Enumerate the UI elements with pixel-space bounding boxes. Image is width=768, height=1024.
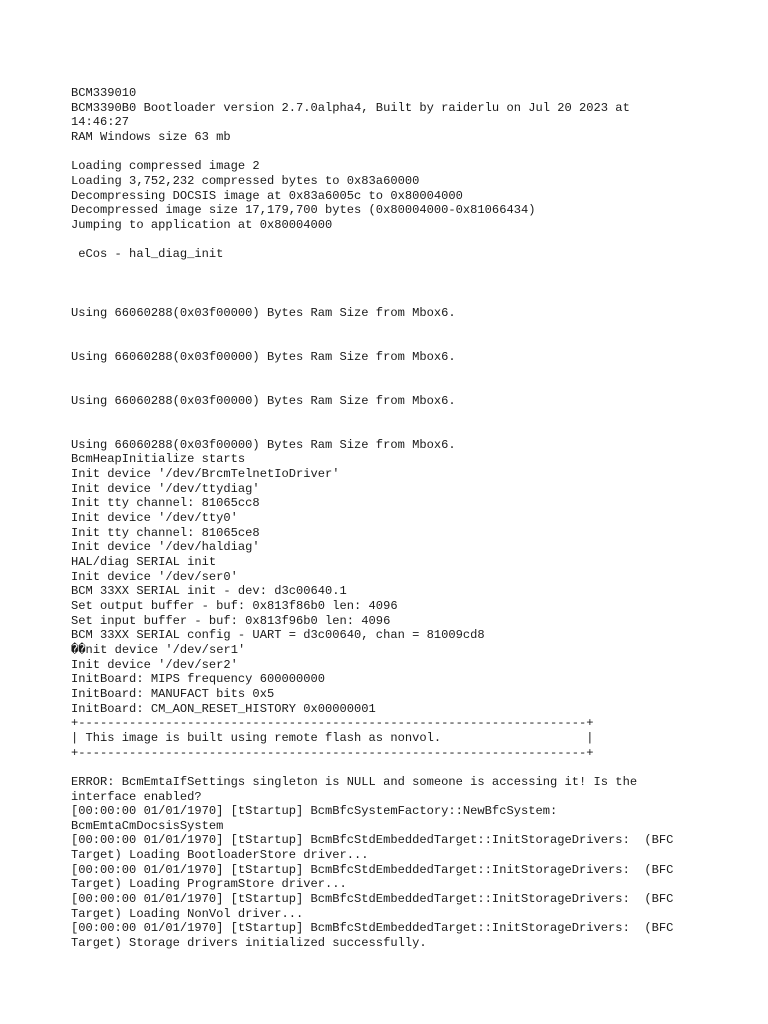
log-line: InitBoard: MIPS frequency 600000000 [71,672,326,687]
log-line: [00:00:00 01/01/1970] [tStartup] BcmBfcStdEmbeddedTarget::InitStorageDrivers: (BFC [71,862,674,877]
log-line: [00:00:00 01/01/1970] [tStartup] BcmBfcSystemFactory::NewBfcSystem: [71,804,558,819]
log-line: ERROR: BcmEmtaIfSettings singleton is NULL and someone is accessing it! Is the [71,774,638,789]
log-line [71,145,711,160]
log-line [71,291,711,306]
log-line [71,423,711,438]
log-line: Decompressing DOCSIS image at 0x83a6005c to 0x80004000 [71,188,463,203]
log-line [71,262,711,277]
log-line: BCM3390B0 Bootloader version 2.7.0alpha4, Built by raiderlu on Jul 20 2023 at [71,100,630,115]
log-line: eCos - hal_diag_init [71,247,224,262]
log-line: Using 66060288(0x03f00000) Bytes Ram Size from Mbox6. [71,437,456,452]
log-line: [00:00:00 01/01/1970] [tStartup] BcmBfcStdEmbeddedTarget::InitStorageDrivers: (BFC [71,833,674,848]
log-line: Init device '/dev/tty0' [71,511,238,526]
log-line: Init device '/dev/haldiag' [71,540,260,555]
log-line: HAL/diag SERIAL init [71,555,217,569]
log-line: RAM Windows size 63 mb [71,129,231,144]
log-line: Init tty channel: 81065cc8 [71,496,260,511]
log-line: Using 66060288(0x03f00000) Bytes Ram Size from Mbox6. [71,349,456,364]
log-line [71,379,711,394]
log-line: Set output buffer - buf: 0x813f86b0 len: 4096 [71,598,398,613]
log-line: Init device '/dev/ttydiag' [71,481,260,496]
log-line: Target) Storage drivers initialized successfully. [71,936,427,951]
log-line: InitBoard: CM_AON_RESET_HISTORY 0x00000001 [71,701,376,716]
log-line: BcmHeapInitialize starts [71,452,246,467]
log-line: BcmEmtaCmDocsisSystem [71,818,224,833]
log-line: BCM 33XX SERIAL init - dev: d3c00640.1 [71,584,347,599]
log-line [71,277,711,292]
log-line: interface enabled? [71,789,202,804]
log-line [71,408,711,423]
log-line: BCM 33XX SERIAL config - UART = d3c00640, chan = 81009cd8 [71,628,485,643]
log-line: BCM339010 [71,86,137,100]
log-line: Jumping to application at 0x80004000 [71,217,333,232]
log-line: Init tty channel: 81065ce8 [71,525,260,540]
log-line: [00:00:00 01/01/1970] [tStartup] BcmBfcStdEmbeddedTarget::InitStorageDrivers: (BFC [71,892,674,907]
log-line [71,760,711,775]
log-line: Init device '/dev/ser2' [71,657,238,672]
log-line: Loading 3,752,232 compressed bytes to 0x83a60000 [71,173,420,188]
log-line: Using 66060288(0x03f00000) Bytes Ram Size from Mbox6. [71,305,456,320]
log-line: ��nit device '/dev/ser1' [71,642,246,657]
log-line: 14:46:27 [71,115,130,130]
log-line: | This image is built using remote flash as nonvol. | [71,730,594,745]
log-line: Target) Loading ProgramStore driver... [71,877,347,892]
log-line: +----------------------------------------------------------------------+ [71,716,594,731]
boot-log-text [71,86,711,951]
log-line: InitBoard: MANUFACT bits 0x5 [71,686,275,701]
log-line: Loading compressed image 2 [71,159,260,174]
log-line: [00:00:00 01/01/1970] [tStartup] BcmBfcStdEmbeddedTarget::InitStorageDrivers: (BFC [71,921,674,936]
log-line [71,233,711,248]
log-line: +----------------------------------------------------------------------+ [71,745,594,760]
log-line: Target) Loading BootloaderStore driver... [71,848,369,863]
log-line: Init device '/dev/BrcmTelnetIoDriver' [71,467,340,482]
log-line [71,364,711,379]
log-line: Set input buffer - buf: 0x813f96b0 len: 4096 [71,613,391,628]
log-line: Target) Loading NonVol driver... [71,906,304,921]
log-line: Using 66060288(0x03f00000) Bytes Ram Size from Mbox6. [71,393,456,408]
log-line: Decompressed image size 17,179,700 bytes (0x80004000-0x81066434) [71,203,536,218]
log-line [71,321,711,336]
log-line [71,335,711,350]
log-line: Init device '/dev/ser0' [71,569,238,584]
